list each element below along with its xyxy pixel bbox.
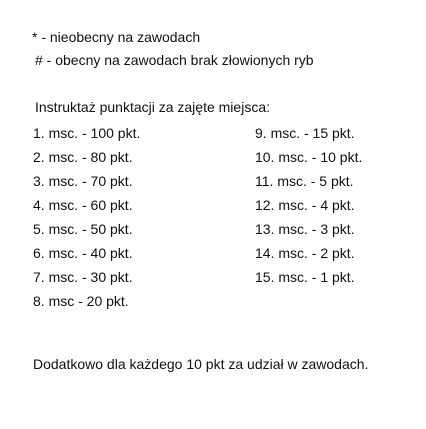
rank-15: 15. msc. - 1 pkt. [255, 269, 355, 285]
scoring-heading: Instruktaż punktacji za zajęte miejsca: [35, 99, 270, 115]
rank-7: 7. msc. - 30 pkt. [33, 269, 133, 285]
rank-11: 11. msc. - 5 pkt. [255, 173, 354, 189]
legend-absent: * - nieobecny na zawodach [32, 29, 201, 45]
rank-6: 6. msc. - 40 pkt. [33, 245, 133, 261]
rank-4: 4. msc. - 60 pkt. [33, 197, 133, 213]
rank-5: 5. msc. - 50 pkt. [33, 221, 133, 237]
participation-bonus-note: Dodatkowo dla każdego 10 pkt za udział w zawodach. [33, 356, 369, 372]
rank-13: 13. msc. - 3 pkt. [255, 221, 355, 237]
rank-8: 8. msc - 20 pkt. [33, 293, 129, 309]
legend-present-no-fish: # - obecny na zawodach brak złowionych ryb [35, 52, 314, 68]
rank-2: 2. msc. - 80 pkt. [33, 149, 133, 165]
rank-10: 10. msc. - 10 pkt. [255, 149, 363, 165]
rank-3: 3. msc. - 70 pkt. [33, 173, 133, 189]
rank-14: 14. msc. - 2 pkt. [255, 245, 355, 261]
rank-12: 12. msc. - 4 pkt. [255, 197, 355, 213]
rank-9: 9. msc. - 15 pkt. [255, 125, 355, 141]
rank-1: 1. msc. - 100 pkt. [33, 125, 141, 141]
